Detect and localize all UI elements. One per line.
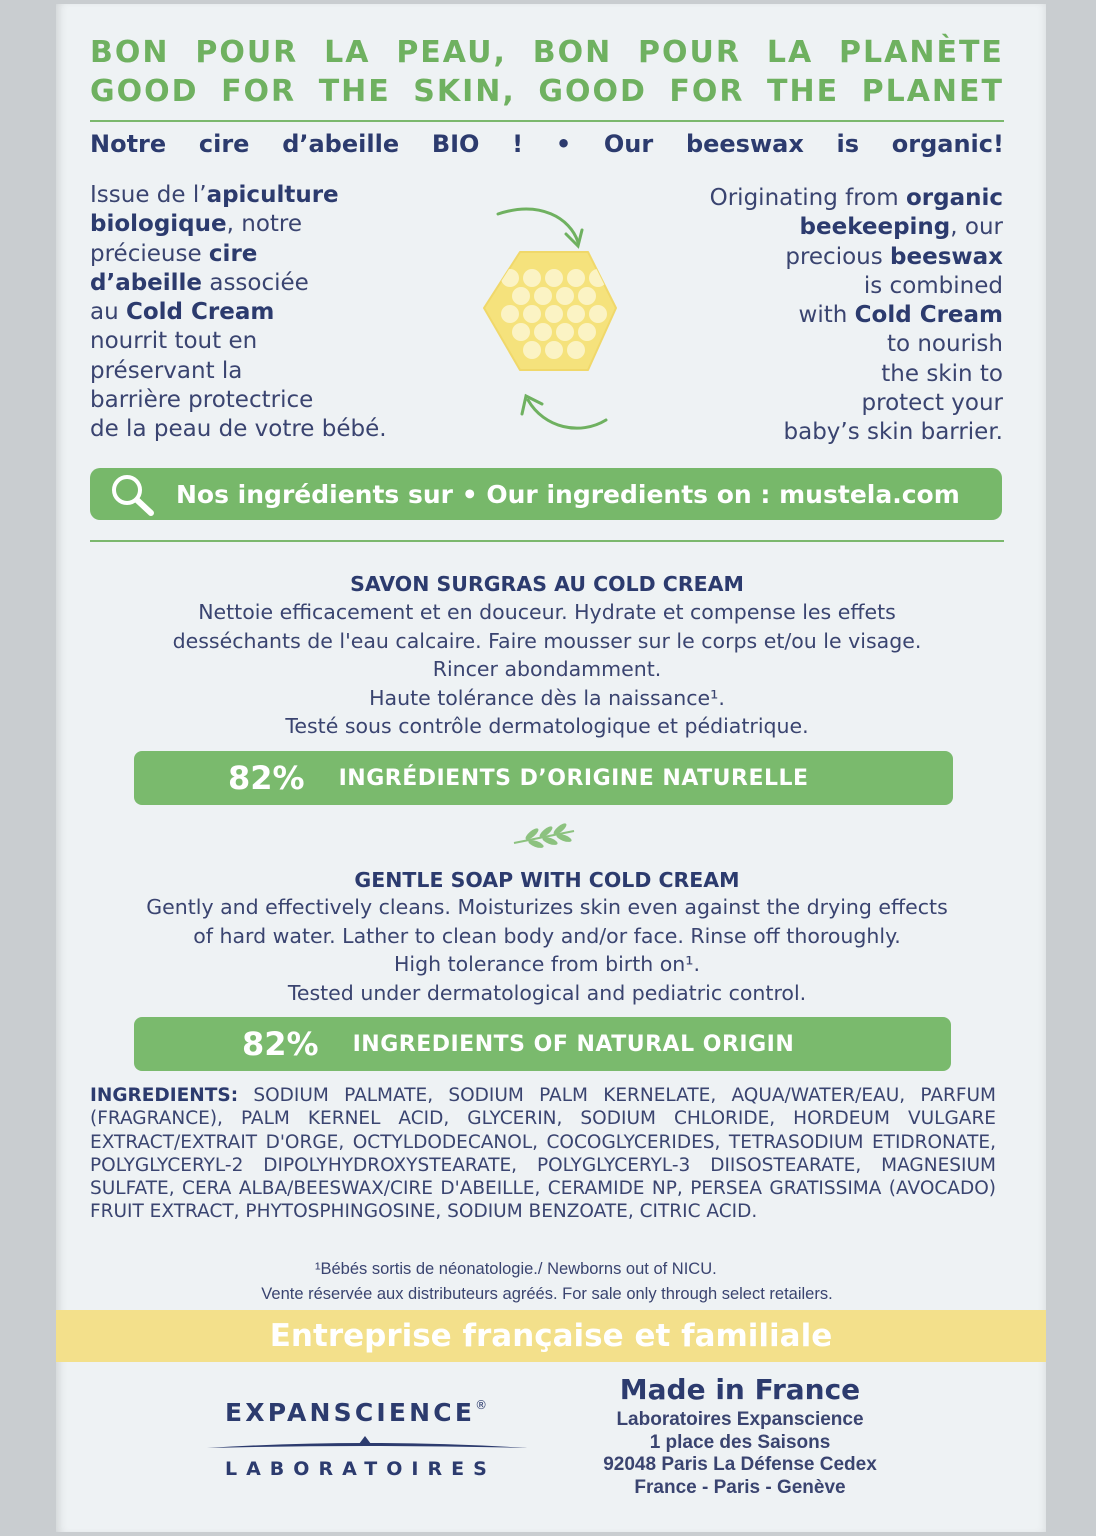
text-fragment: barrière protectrice xyxy=(90,387,314,414)
header-word: PEAU, xyxy=(396,35,507,70)
description-line: High tolerance from birth on¹. xyxy=(393,952,701,976)
text-line xyxy=(620,213,1003,242)
bold-term: cire xyxy=(208,240,258,267)
logo-swoosh xyxy=(205,1434,530,1454)
text-fragment: préservant la xyxy=(90,357,243,384)
header-word: FOR xyxy=(669,74,745,109)
bold-term: d’abeille xyxy=(90,269,203,296)
logo-registered: ® xyxy=(475,1398,488,1412)
headline-word: organic! xyxy=(891,130,1004,158)
text-line xyxy=(90,298,470,327)
cycle-arrow-icon xyxy=(498,209,578,242)
description-line: Rincer abondamment. xyxy=(432,657,662,681)
text-line xyxy=(620,243,1003,272)
made-in-france: Made in France xyxy=(619,1373,861,1406)
natural-origin-badge-en xyxy=(134,1017,951,1071)
bold-term: Cold Cream xyxy=(854,302,1003,329)
divider xyxy=(90,120,1004,122)
fr-section-title: SAVON SURGRAS AU COLD CREAM xyxy=(350,572,744,596)
header-word: BON xyxy=(532,35,613,70)
header-word: FOR xyxy=(221,74,297,109)
header-fr xyxy=(90,35,1004,70)
text-fragment: Originating from xyxy=(709,185,906,211)
text-line xyxy=(620,418,1003,447)
ingredients-link-text[interactable]: Nos ingrédients sur • Our ingredients on : mustela.com xyxy=(176,479,960,509)
manufacturer-address xyxy=(560,1409,920,1499)
headline-word: Notre xyxy=(90,130,167,158)
retail-note: Vente réservée aux distributeurs agréés. For sale only through select retailers. xyxy=(261,1285,833,1303)
header-word: LA xyxy=(324,35,371,70)
header-word: POUR xyxy=(638,35,741,70)
bold-term: beekeeping xyxy=(799,214,951,241)
description-line: Testé sous contrôle dermatologique et pédiatrique. xyxy=(285,714,809,738)
text-line xyxy=(90,327,470,356)
description-line: Haute tolérance dès la naissance¹. xyxy=(369,685,725,710)
headline-word: BIO xyxy=(431,130,480,158)
text-line xyxy=(90,210,470,239)
address-line: 92048 Paris La Défense Cedex xyxy=(603,1454,877,1475)
text-fragment: au xyxy=(90,299,126,326)
organic-text-en xyxy=(620,184,1003,448)
description-line: of hard water. Lather to clean body and/or face. Rinse off thoroughly. xyxy=(193,923,901,948)
header-word: THE xyxy=(318,74,391,109)
text-line xyxy=(620,184,1003,213)
logo-wordmark: EXPANSCIENCE xyxy=(225,1398,476,1427)
text-line xyxy=(620,360,1003,389)
text-line xyxy=(620,389,1003,418)
text-line xyxy=(620,301,1003,330)
text-fragment: precious xyxy=(785,243,891,270)
headline-word: ! xyxy=(512,130,524,158)
bold-term: Cold Cream xyxy=(125,299,275,326)
honeycomb-icon xyxy=(470,200,630,440)
headline-word: • xyxy=(555,130,572,158)
text-line xyxy=(90,240,470,269)
divider xyxy=(90,540,1004,542)
text-fragment: précieuse xyxy=(90,240,209,267)
natural-origin-label: INGRÉDIENTS D’ORIGINE NATURELLE xyxy=(338,765,809,791)
header-en xyxy=(90,74,1004,109)
text-fragment: de la peau de votre bébé. xyxy=(90,416,387,443)
bold-term: biologique xyxy=(90,211,227,238)
header-word: PLANÈTE xyxy=(839,35,1004,70)
header-word: PLANET xyxy=(861,74,1004,109)
text-line xyxy=(620,330,1003,359)
header-word: SKIN, xyxy=(413,74,516,109)
text-line xyxy=(620,272,1003,301)
text-fragment: , notre xyxy=(226,211,303,238)
header-word: GOOD xyxy=(90,74,199,109)
description-line: desséchants de l'eau calcaire. Faire mousser sur le corps et/ou le visage. xyxy=(172,628,922,653)
header-word: BON xyxy=(90,35,170,70)
text-fragment: to nourish xyxy=(886,331,1003,358)
text-line xyxy=(90,357,470,386)
header-word: POUR xyxy=(195,35,299,70)
ingredients-text: SODIUM PALMATE, SODIUM PALM KERNELATE, AQUA/WATER/EAU, PARFUM (FRAGRANCE), PALM KERNEL ACID, GLYCERIN, SODIUM CHLORIDE, HORDEUM VULGARE EXTRACT/EXTRAIT D'ORGE, OCTYLDODECANOL, COCOGLYCERIDES, TETRASODIUM ETIDRONATE, POLYGLYCERYL-2 DIPOLYHYDROXYSTEARATE, POLYGLYCERYL-3 DIISOSTEARATE, MAGNESIUM SULFATE, CERA ALBA/BEESWAX/CIRE D'ABEILLE, CERAMIDE NP, PERSEA GRATISSIMA (AVOCADO) FRUIT EXTRACT, PHYTOSPHINGOSINE, SODIUM BENZOATE, CITRIC ACID. xyxy=(90,1085,996,1223)
header-word: LA xyxy=(766,35,814,70)
headline-word: is xyxy=(836,130,860,158)
ingredients-list xyxy=(90,1084,996,1224)
organic-headline xyxy=(90,130,1004,158)
text-fragment: protect your xyxy=(861,390,1003,417)
header-word: THE xyxy=(767,74,840,109)
text-fragment: associée xyxy=(202,269,309,296)
text-fragment: the skin to xyxy=(881,360,1003,387)
description-line: Gently and effectively cleans. Moisturizes skin even against the drying effects xyxy=(146,895,948,919)
fr-section-text xyxy=(90,598,1004,741)
headline-word: Our xyxy=(603,130,654,158)
text-fragment: , our xyxy=(950,214,1003,241)
organic-text-fr xyxy=(90,181,470,445)
bold-term: organic xyxy=(905,185,1003,211)
text-line xyxy=(90,415,470,444)
natural-origin-percent: 82% xyxy=(242,1025,319,1063)
natural-origin-badge-fr xyxy=(134,751,953,805)
ingredients-link-bar[interactable] xyxy=(90,468,1002,520)
header-word: GOOD xyxy=(538,74,647,109)
expanscience-logo xyxy=(205,1398,535,1488)
en-section-text xyxy=(90,893,1004,1007)
logo-subtitle: LABORATOIRES xyxy=(225,1458,496,1480)
headline-word: d’abeille xyxy=(282,130,400,158)
text-fragment: baby’s skin barrier. xyxy=(783,419,1003,446)
description-line: Tested under dermatological and pediatric control. xyxy=(287,980,807,1005)
text-fragment: with xyxy=(798,302,855,329)
bold-term: beeswax xyxy=(890,243,1003,270)
search-icon xyxy=(108,471,158,517)
leaf-sprig-icon xyxy=(510,823,580,849)
text-fragment: is combined xyxy=(863,272,1003,299)
text-fragment: nourrit tout en xyxy=(90,328,258,355)
footnote: ¹Bébés sortis de néonatologie./ Newborns out of NICU. xyxy=(315,1260,717,1278)
ingredients-label: INGREDIENTS: xyxy=(90,1085,239,1106)
address-line: France - Paris - Genève xyxy=(634,1476,846,1498)
natural-origin-label: INGREDIENTS OF NATURAL ORIGIN xyxy=(352,1031,795,1057)
family-company-banner: Entreprise française et familiale xyxy=(56,1310,1046,1362)
text-line xyxy=(90,386,470,415)
text-line xyxy=(90,269,470,298)
natural-origin-percent: 82% xyxy=(228,759,305,797)
headline-word: cire xyxy=(198,130,250,158)
text-fragment: Issue de l’ xyxy=(90,182,207,208)
bold-term: apiculture xyxy=(206,182,339,208)
address-line: Laboratoires Expanscience xyxy=(616,1409,864,1430)
headline-word: beeswax xyxy=(685,130,804,158)
en-section-title: GENTLE SOAP WITH COLD CREAM xyxy=(354,868,740,892)
description-line: Nettoie efficacement et en douceur. Hydrate et compense les effets xyxy=(198,600,896,624)
address-line: 1 place des Saisons xyxy=(649,1431,831,1453)
text-line xyxy=(90,181,470,210)
